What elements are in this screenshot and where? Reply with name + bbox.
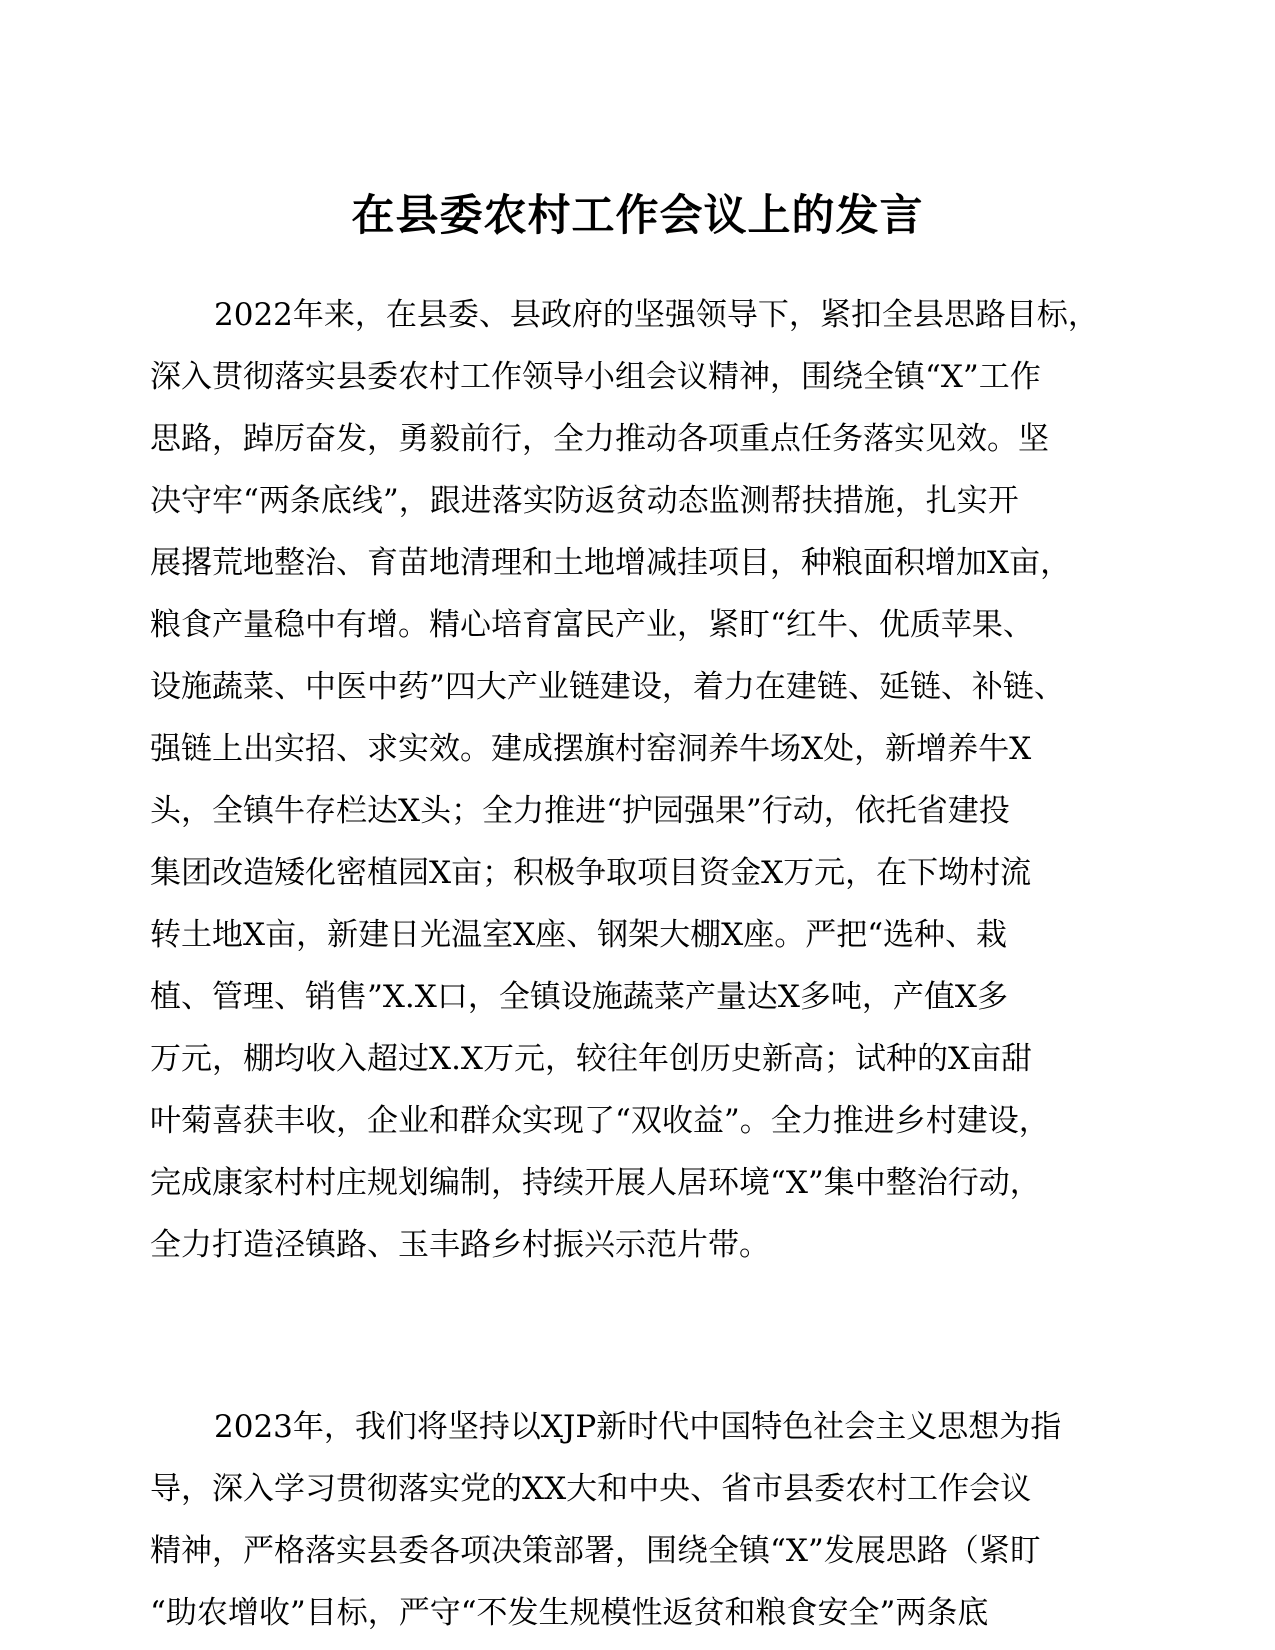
paragraph-line: “助农增收”目标，严守“不发生规模性返贫和粮食安全”两条底: [150, 1595, 989, 1631]
paragraph-line: 头，全镇牛存栏达X头；全力推进“护园强果”行动，依托省建投: [150, 793, 1010, 829]
paragraph-line: 叶菊喜获丰收，企业和群众实现了“双收益”。全力推进乡村建设，: [150, 1103, 1050, 1139]
paragraph-line: 展撂荒地整治、育苗地清理和土地增减挂项目，种粮面积增加X亩，: [150, 545, 1072, 581]
paragraph-2022-review: [150, 284, 1135, 1276]
paragraph-line: 集团改造矮化密植园X亩；积极争取项目资金X万元，在下坳村流: [150, 855, 1032, 891]
paragraph-line: 深入贯彻落实县委农村工作领导小组会议精神，围绕全镇“X”工作: [150, 359, 1041, 395]
paragraph-line: 粮食产量稳中有增。精心培育富民产业，紧盯“红牛、优质苹果、: [150, 607, 1034, 643]
paragraph-line: 设施蔬菜、中医中药”四大产业链建设，着力在建链、延链、补链、: [150, 669, 1065, 705]
paragraph-line: 精神，严格落实县委各项决策部署，围绕全镇“X”发展思路（紧盯: [150, 1533, 1041, 1569]
document-title: 在县委农村工作会议上的发言: [351, 191, 924, 241]
paragraph-line: 2022年来，在县委、县政府的坚强领导下，紧扣全县思路目标，: [214, 297, 1099, 333]
paragraph-line: 强链上出实招、求实效。建成摆旗村窑洞养牛场X处，新增养牛X: [150, 731, 1032, 767]
paragraph-line: 植、管理、销售”X.X口，全镇设施蔬菜产量达X多吨，产值X多: [150, 979, 1008, 1015]
paragraph-line: 转土地X亩，新建日光温室X座、钢架大棚X座。严把“选种、栽: [150, 917, 1008, 953]
paragraph-line: 决守牢“两条底线”，跟进落实防返贫动态监测帮扶措施，扎实开: [150, 483, 1019, 519]
paragraph-line: 思路，踔厉奋发，勇毅前行，全力推动各项重点任务落实见效。坚: [150, 421, 1049, 457]
paragraph-line: 2023年，我们将坚持以XJP新时代中国特色社会主义思想为指: [214, 1409, 1062, 1445]
paragraph-line: 万元，棚均收入超过X.X万元，较往年创历史新高；试种的X亩甜: [150, 1041, 1033, 1077]
paragraph-2023-plan: [150, 1396, 1135, 1644]
paragraph-line: 完成康家村村庄规划编制，持续开展人居环境“X”集中整治行动，: [150, 1165, 1041, 1201]
paragraph-line: 导，深入学习贯彻落实党的XX大和中央、省市县委农村工作会议: [150, 1471, 1032, 1507]
paragraph-line: 全力打造泾镇路、玉丰路乡村振兴示范片带。: [150, 1227, 770, 1263]
